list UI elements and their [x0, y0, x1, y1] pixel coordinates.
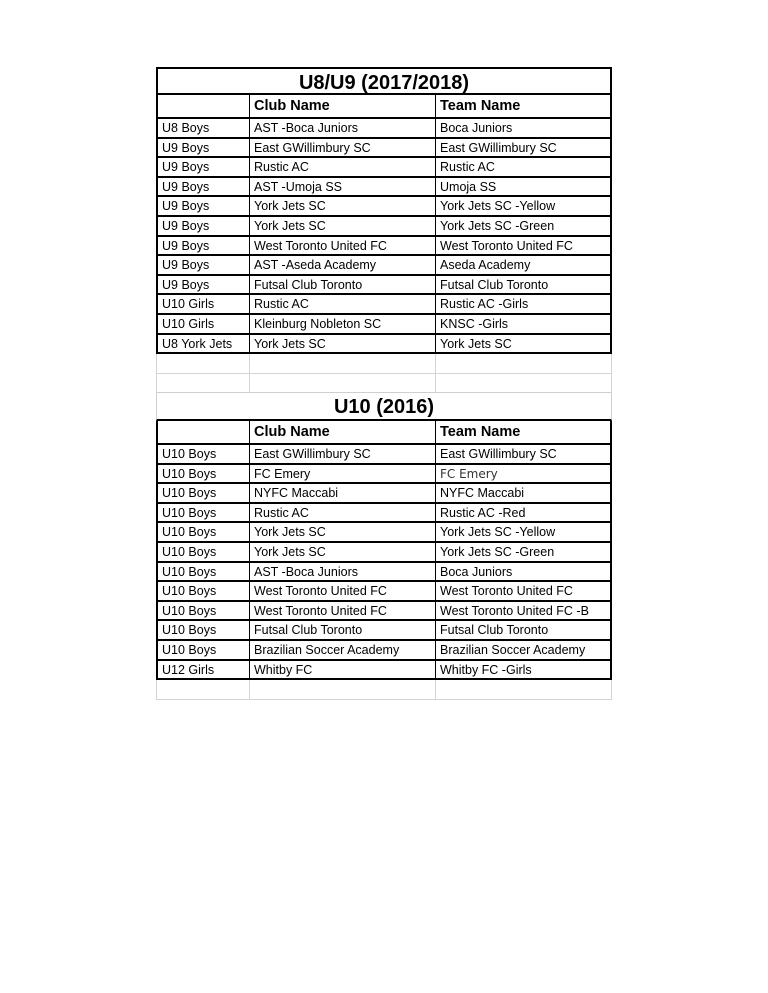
team-name-cell: West Toronto United FC -B: [436, 602, 612, 622]
division-cell: U8 York Jets: [156, 335, 250, 355]
team-name-cell: Rustic AC -Girls: [436, 295, 612, 315]
club-name-cell: Futsal Club Toronto: [250, 276, 436, 296]
team-name-cell: NYFC Maccabi: [436, 484, 612, 504]
club-name-cell: AST -Aseda Academy: [250, 256, 436, 276]
club-name-cell: AST -Boca Juniors: [250, 563, 436, 583]
division-cell: U9 Boys: [156, 256, 250, 276]
u8-u9-table: [156, 67, 612, 393]
division-cell: U9 Boys: [156, 178, 250, 198]
division-cell: U10 Girls: [156, 295, 250, 315]
team-name-cell: York Jets SC: [436, 335, 612, 355]
club-name-cell: NYFC Maccabi: [250, 484, 436, 504]
team-name-cell: KNSC -Girls: [436, 315, 612, 335]
team-name-cell: East GWillimbury SC: [436, 139, 612, 159]
empty-cell: [436, 680, 612, 700]
team-name-cell: Futsal Club Toronto: [436, 276, 612, 296]
division-cell: U10 Boys: [156, 621, 250, 641]
section-title: U10 (2016): [156, 392, 612, 421]
empty-cell: [250, 680, 436, 700]
team-name-cell: FC Emery: [436, 465, 612, 485]
u10-grid: [156, 421, 612, 680]
division-cell: U10 Boys: [156, 504, 250, 524]
division-cell: U9 Boys: [156, 237, 250, 257]
team-name-cell: Boca Juniors: [436, 563, 612, 583]
division-cell: U10 Boys: [156, 641, 250, 661]
division-cell: U9 Boys: [156, 276, 250, 296]
header-division: [156, 95, 250, 119]
empty-cell: [156, 680, 250, 700]
division-cell: U10 Girls: [156, 315, 250, 335]
division-cell: U10 Boys: [156, 543, 250, 563]
section-title: U8/U9 (2017/2018): [156, 67, 612, 95]
team-name-cell: Aseda Academy: [436, 256, 612, 276]
club-name-cell: AST -Boca Juniors: [250, 119, 436, 139]
header-club-name: Club Name: [250, 421, 436, 445]
team-name-cell: Rustic AC: [436, 158, 612, 178]
club-name-cell: York Jets SC: [250, 217, 436, 237]
division-cell: U9 Boys: [156, 139, 250, 159]
division-cell: U9 Boys: [156, 158, 250, 178]
club-name-cell: Brazilian Soccer Academy: [250, 641, 436, 661]
header-team-name: Team Name: [436, 421, 612, 445]
header-division: [156, 421, 250, 445]
team-name-cell: West Toronto United FC: [436, 582, 612, 602]
club-name-cell: West Toronto United FC: [250, 582, 436, 602]
club-name-cell: York Jets SC: [250, 543, 436, 563]
empty-cell: [436, 354, 612, 374]
division-cell: U8 Boys: [156, 119, 250, 139]
division-cell: U10 Boys: [156, 602, 250, 622]
club-name-cell: Rustic AC: [250, 504, 436, 524]
club-name-cell: York Jets SC: [250, 335, 436, 355]
team-name-cell: Umoja SS: [436, 178, 612, 198]
division-cell: U10 Boys: [156, 445, 250, 465]
division-cell: U9 Boys: [156, 217, 250, 237]
header-team-name: Team Name: [436, 95, 612, 119]
team-name-cell: Rustic AC -Red: [436, 504, 612, 524]
club-name-cell: East GWillimbury SC: [250, 445, 436, 465]
club-name-cell: Whitby FC: [250, 661, 436, 681]
division-cell: U9 Boys: [156, 197, 250, 217]
team-name-cell: East GWillimbury SC: [436, 445, 612, 465]
division-cell: U10 Boys: [156, 523, 250, 543]
team-name-cell: York Jets SC -Green: [436, 543, 612, 563]
club-name-cell: York Jets SC: [250, 523, 436, 543]
team-name-cell: Futsal Club Toronto: [436, 621, 612, 641]
team-name-cell: West Toronto United FC: [436, 237, 612, 257]
team-name-cell: Whitby FC -Girls: [436, 661, 612, 681]
division-cell: U10 Boys: [156, 484, 250, 504]
club-name-cell: Rustic AC: [250, 158, 436, 178]
club-name-cell: York Jets SC: [250, 197, 436, 217]
header-club-name: Club Name: [250, 95, 436, 119]
club-name-cell: Futsal Club Toronto: [250, 621, 436, 641]
team-name-cell: York Jets SC -Yellow: [436, 523, 612, 543]
club-name-cell: Kleinburg Nobleton SC: [250, 315, 436, 335]
u8-u9-grid: [156, 95, 612, 354]
team-name-cell: York Jets SC -Green: [436, 217, 612, 237]
club-name-cell: West Toronto United FC: [250, 237, 436, 257]
spacer-rows: [156, 680, 612, 700]
division-cell: U12 Girls: [156, 661, 250, 681]
division-cell: U10 Boys: [156, 465, 250, 485]
empty-cell: [250, 354, 436, 374]
team-name-cell: Brazilian Soccer Academy: [436, 641, 612, 661]
division-cell: U10 Boys: [156, 563, 250, 583]
u10-table: [156, 392, 612, 700]
empty-cell: [156, 354, 250, 374]
club-name-cell: East GWillimbury SC: [250, 139, 436, 159]
club-name-cell: FC Emery: [250, 465, 436, 485]
club-name-cell: AST -Umoja SS: [250, 178, 436, 198]
team-name-cell: York Jets SC -Yellow: [436, 197, 612, 217]
empty-cell: [436, 374, 612, 394]
team-name-cell: Boca Juniors: [436, 119, 612, 139]
spacer-rows: [156, 354, 612, 393]
division-cell: U10 Boys: [156, 582, 250, 602]
club-name-cell: West Toronto United FC: [250, 602, 436, 622]
club-name-cell: Rustic AC: [250, 295, 436, 315]
empty-cell: [156, 374, 250, 394]
empty-cell: [250, 374, 436, 394]
